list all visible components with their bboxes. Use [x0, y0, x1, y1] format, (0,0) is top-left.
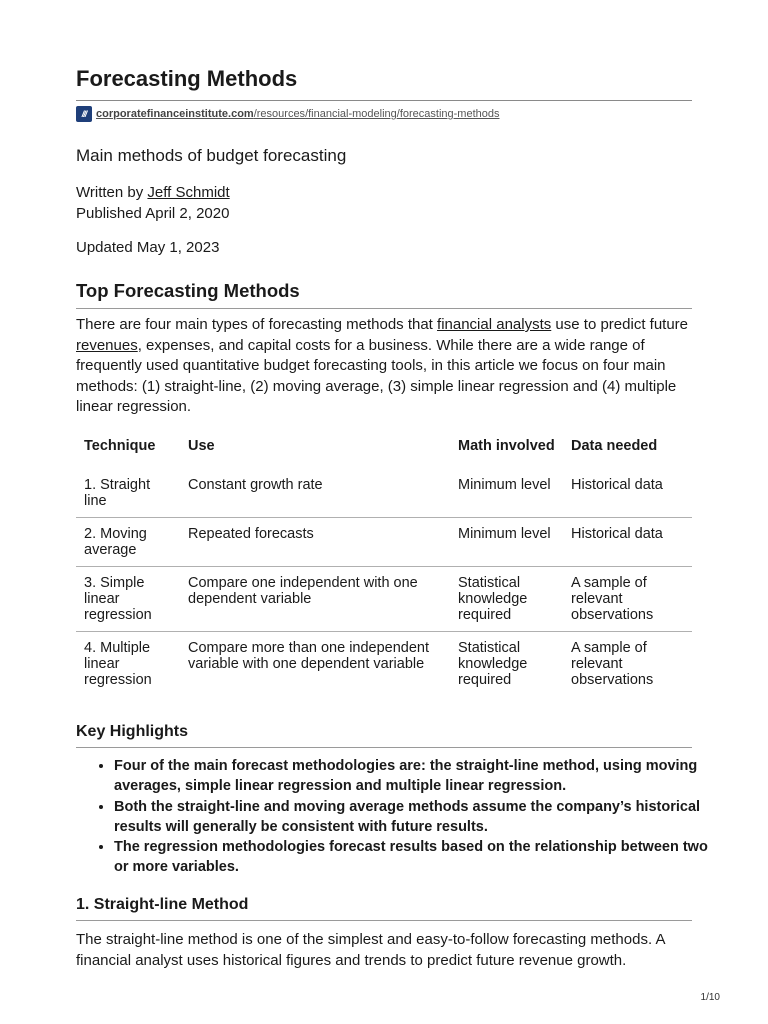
table-cell: Statistical knowledge required: [458, 575, 528, 623]
intro-paragraph: [76, 315, 692, 418]
straight-line-paragraph: The straight-line method is one of the simplest and easy-to-follow forecasting methods. A financial analyst uses historical figures and trends to predict future revenue growth.: [76, 931, 665, 969]
header-use: Use: [188, 438, 215, 454]
source-url: [76, 106, 500, 122]
page-number: 1/10: [700, 992, 720, 1003]
header-math-involved: Math involved: [458, 438, 555, 454]
list-item: • The regression methodologies forecast results based on the relationship between two or more variables.: [114, 837, 714, 878]
updated-date: Updated May 1, 2023: [76, 239, 220, 256]
author-line: [76, 183, 230, 203]
author-link[interactable]: Jeff Schmidt: [147, 184, 230, 201]
section-heading-key-highlights: Key Highlights: [76, 723, 692, 748]
table-cell: 3. Simple linear regression: [84, 575, 152, 623]
list-item: • Four of the main forecast methodologies are: the straight-line method, using moving averages, simple linear regression and multiple linear regression.: [114, 756, 714, 797]
financial-analysts-link[interactable]: financial analysts: [437, 316, 552, 333]
written-by-label: Written by: [76, 184, 148, 201]
cfi-logo-icon: ///: [76, 106, 92, 122]
forecasting-methods-table: [76, 436, 692, 696]
table-row: [76, 518, 692, 567]
table-cell: 4. Multiple linear regression: [84, 640, 152, 688]
source-path-3: /forecasting-methods: [396, 108, 500, 120]
table-cell: Historical data: [571, 526, 663, 542]
section-heading-top-methods: Top Forecasting Methods: [76, 280, 692, 309]
revenues-link[interactable]: revenues: [76, 336, 138, 354]
header-technique: Technique: [84, 438, 156, 454]
table-cell: Repeated forecasts: [188, 526, 314, 542]
section-heading-straight-line: 1. Straight-line Method: [76, 896, 692, 921]
source-path-2: /financial-modeling: [305, 108, 397, 120]
table-cell: Historical data: [571, 477, 663, 493]
page-title: Forecasting Methods: [76, 66, 692, 101]
table-cell: 2. Moving average: [84, 526, 147, 558]
table-cell: Statistical knowledge required: [458, 640, 528, 688]
table-cell: A sample of relevant observations: [571, 575, 654, 623]
table-cell: Constant growth rate: [188, 477, 323, 493]
table-header-row: [76, 436, 692, 469]
source-path-1: /resources: [253, 108, 306, 120]
table-row: [76, 632, 692, 697]
page-subtitle: Main methods of budget forecasting: [76, 146, 347, 165]
table-cell: Minimum level: [458, 477, 551, 493]
source-link[interactable]: [96, 108, 500, 120]
table-cell: Minimum level: [458, 526, 551, 542]
list-item: • Both the straight-line and moving average methods assume the company’s historical results will generally be consistent with future results.: [114, 797, 714, 838]
table-row: [76, 567, 692, 632]
table-cell: Compare one independent with one dependent variable: [188, 575, 418, 607]
published-date: Published April 2, 2020: [76, 205, 230, 222]
intro-text-3: , expenses, and capital costs for a business. While there are a wide range of frequently used quantitative budget forecasting tools, in this article we focus on four main methods: (1) straight-line, (2) moving average, (3) simple linear regression and (4) multiple linear regression.: [76, 336, 677, 415]
table-row: [76, 469, 692, 518]
key-highlights-list: [76, 756, 714, 878]
source-domain: corporatefinanceinstitute.com: [96, 108, 254, 120]
table-cell: A sample of relevant observations: [571, 640, 654, 688]
header-data-needed: Data needed: [571, 438, 658, 454]
intro-text-2: use to predict future: [551, 316, 689, 333]
table-cell: 1. Straight line: [84, 477, 151, 509]
table-cell: Compare more than one independent variable with one dependent variable: [188, 640, 430, 672]
intro-text-1: There are four main types of forecasting methods that: [76, 316, 438, 333]
